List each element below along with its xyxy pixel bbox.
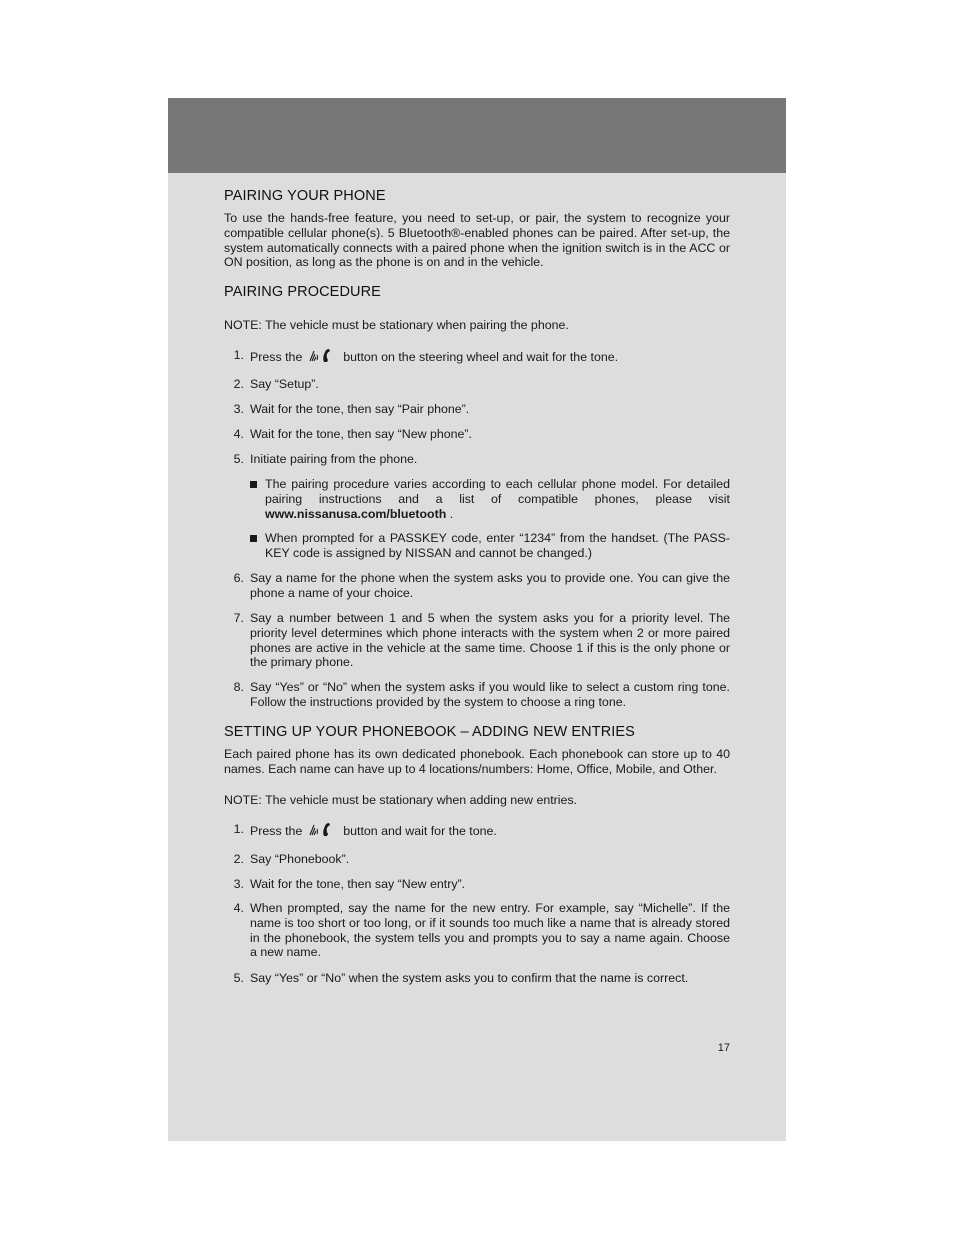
step-prefix: Press the [250,824,303,838]
step-number: 6. [233,571,244,585]
step-text: Say “Setup”. [250,377,319,391]
step-text: Wait for the tone, then say “New phone”. [250,427,472,441]
square-bullet-icon [250,535,257,542]
step-text: Initiate pairing from the phone. [250,452,418,466]
talk-phone-icon [308,822,334,838]
step-number: 1. [233,348,244,362]
phonebook-intro-paragraph: Each paired phone has its own dedicated phonebook. Each phonebook can store up to 40 names. Each name can have up to 4 locations/numbers: Home, Office, Mobile, and Other. [224,747,730,776]
page-number: 17 [717,1042,730,1054]
step-prefix: Press the [250,350,303,364]
bullet-text: When prompted for a PASSKEY code, enter “1234” from the handset. (The PASS-KEY code is assigned by NISSAN and cannot be changed.) [265,531,730,560]
phonebook-note: NOTE: The vehicle must be stationary when adding new entries. [224,793,578,807]
section-title-pairing-procedure: PAIRING PROCEDURE [224,284,381,300]
step-text: Say “Yes” or “No” when the system asks you to confirm that the name is correct. [250,971,689,985]
header-bar [168,98,786,173]
step-suffix: button on the steering wheel and wait for the tone. [343,350,619,364]
step-number: 4. [233,427,244,441]
step-number: 5. [233,452,244,466]
step-text: Say a number between 1 and 5 when the system asks you for a priority level. The priority level determines which phone interacts with the system when 2 or more paired phones are active in the vehicle at the same time. Choose 1 if this is the only phone or the primary phone. [250,611,730,670]
pairing-intro-paragraph: To use the hands-free feature, you need to set-up, or pair, the system to recognize your compatible cellular phone(s). 5 Bluetooth®-enabled phones can be paired. After set-up, the system automatically connects with a paired phone when the ignition switch is in the ACC or ON position, as long as the phone is on and in the vehicle. [224,211,730,270]
talk-phone-icon [308,348,334,364]
square-bullet-icon [250,481,257,488]
step-text: Wait for the tone, then say “Pair phone”. [250,402,470,416]
step-text [250,348,730,365]
manual-page [168,98,786,1141]
step-number: 3. [233,877,244,891]
step-text: Say a name for the phone when the system asks you to provide one. You can give the phone a name of your choice. [250,571,730,600]
step-number: 5. [233,971,244,985]
step-number: 1. [233,822,244,836]
bullet-end: . [446,506,454,521]
bullet-body: The pairing procedure varies according to each cellular phone model. For detailed pairing instructions and a list of compatible phones, please visit [265,477,730,506]
step-text: When prompted, say the name for the new entry. For example, say “Michelle”. If the name is too short or too long, or if it sounds too much like a name that is already stored in the phonebook, the system tells you and prompts you to say a name again. Choose a new name. [250,901,730,960]
step-number: 4. [233,901,244,915]
pairing-note: NOTE: The vehicle must be stationary when pairing the phone. [224,318,569,332]
step-text: Wait for the tone, then say “New entry”. [250,877,466,891]
step-number: 2. [233,377,244,391]
step-number: 8. [233,680,244,694]
step-number: 2. [233,852,244,866]
bullet-text [265,477,730,521]
step-number: 7. [233,611,244,625]
step-text: Say “Phonebook”. [250,852,350,866]
bluetooth-url-link[interactable]: www.nissanusa.com/bluetooth [265,506,447,521]
step-text [250,822,730,839]
step-number: 3. [233,402,244,416]
section-title-pairing-your-phone: PAIRING YOUR PHONE [224,188,386,204]
step-text: Say “Yes” or “No” when the system asks if you would like to select a custom ring tone. Follow the instructions provided by the system to choose a ring tone. [250,680,730,709]
step-suffix: button and wait for the tone. [343,824,497,838]
section-title-phonebook: SETTING UP YOUR PHONEBOOK – ADDING NEW ENTRIES [224,724,635,740]
